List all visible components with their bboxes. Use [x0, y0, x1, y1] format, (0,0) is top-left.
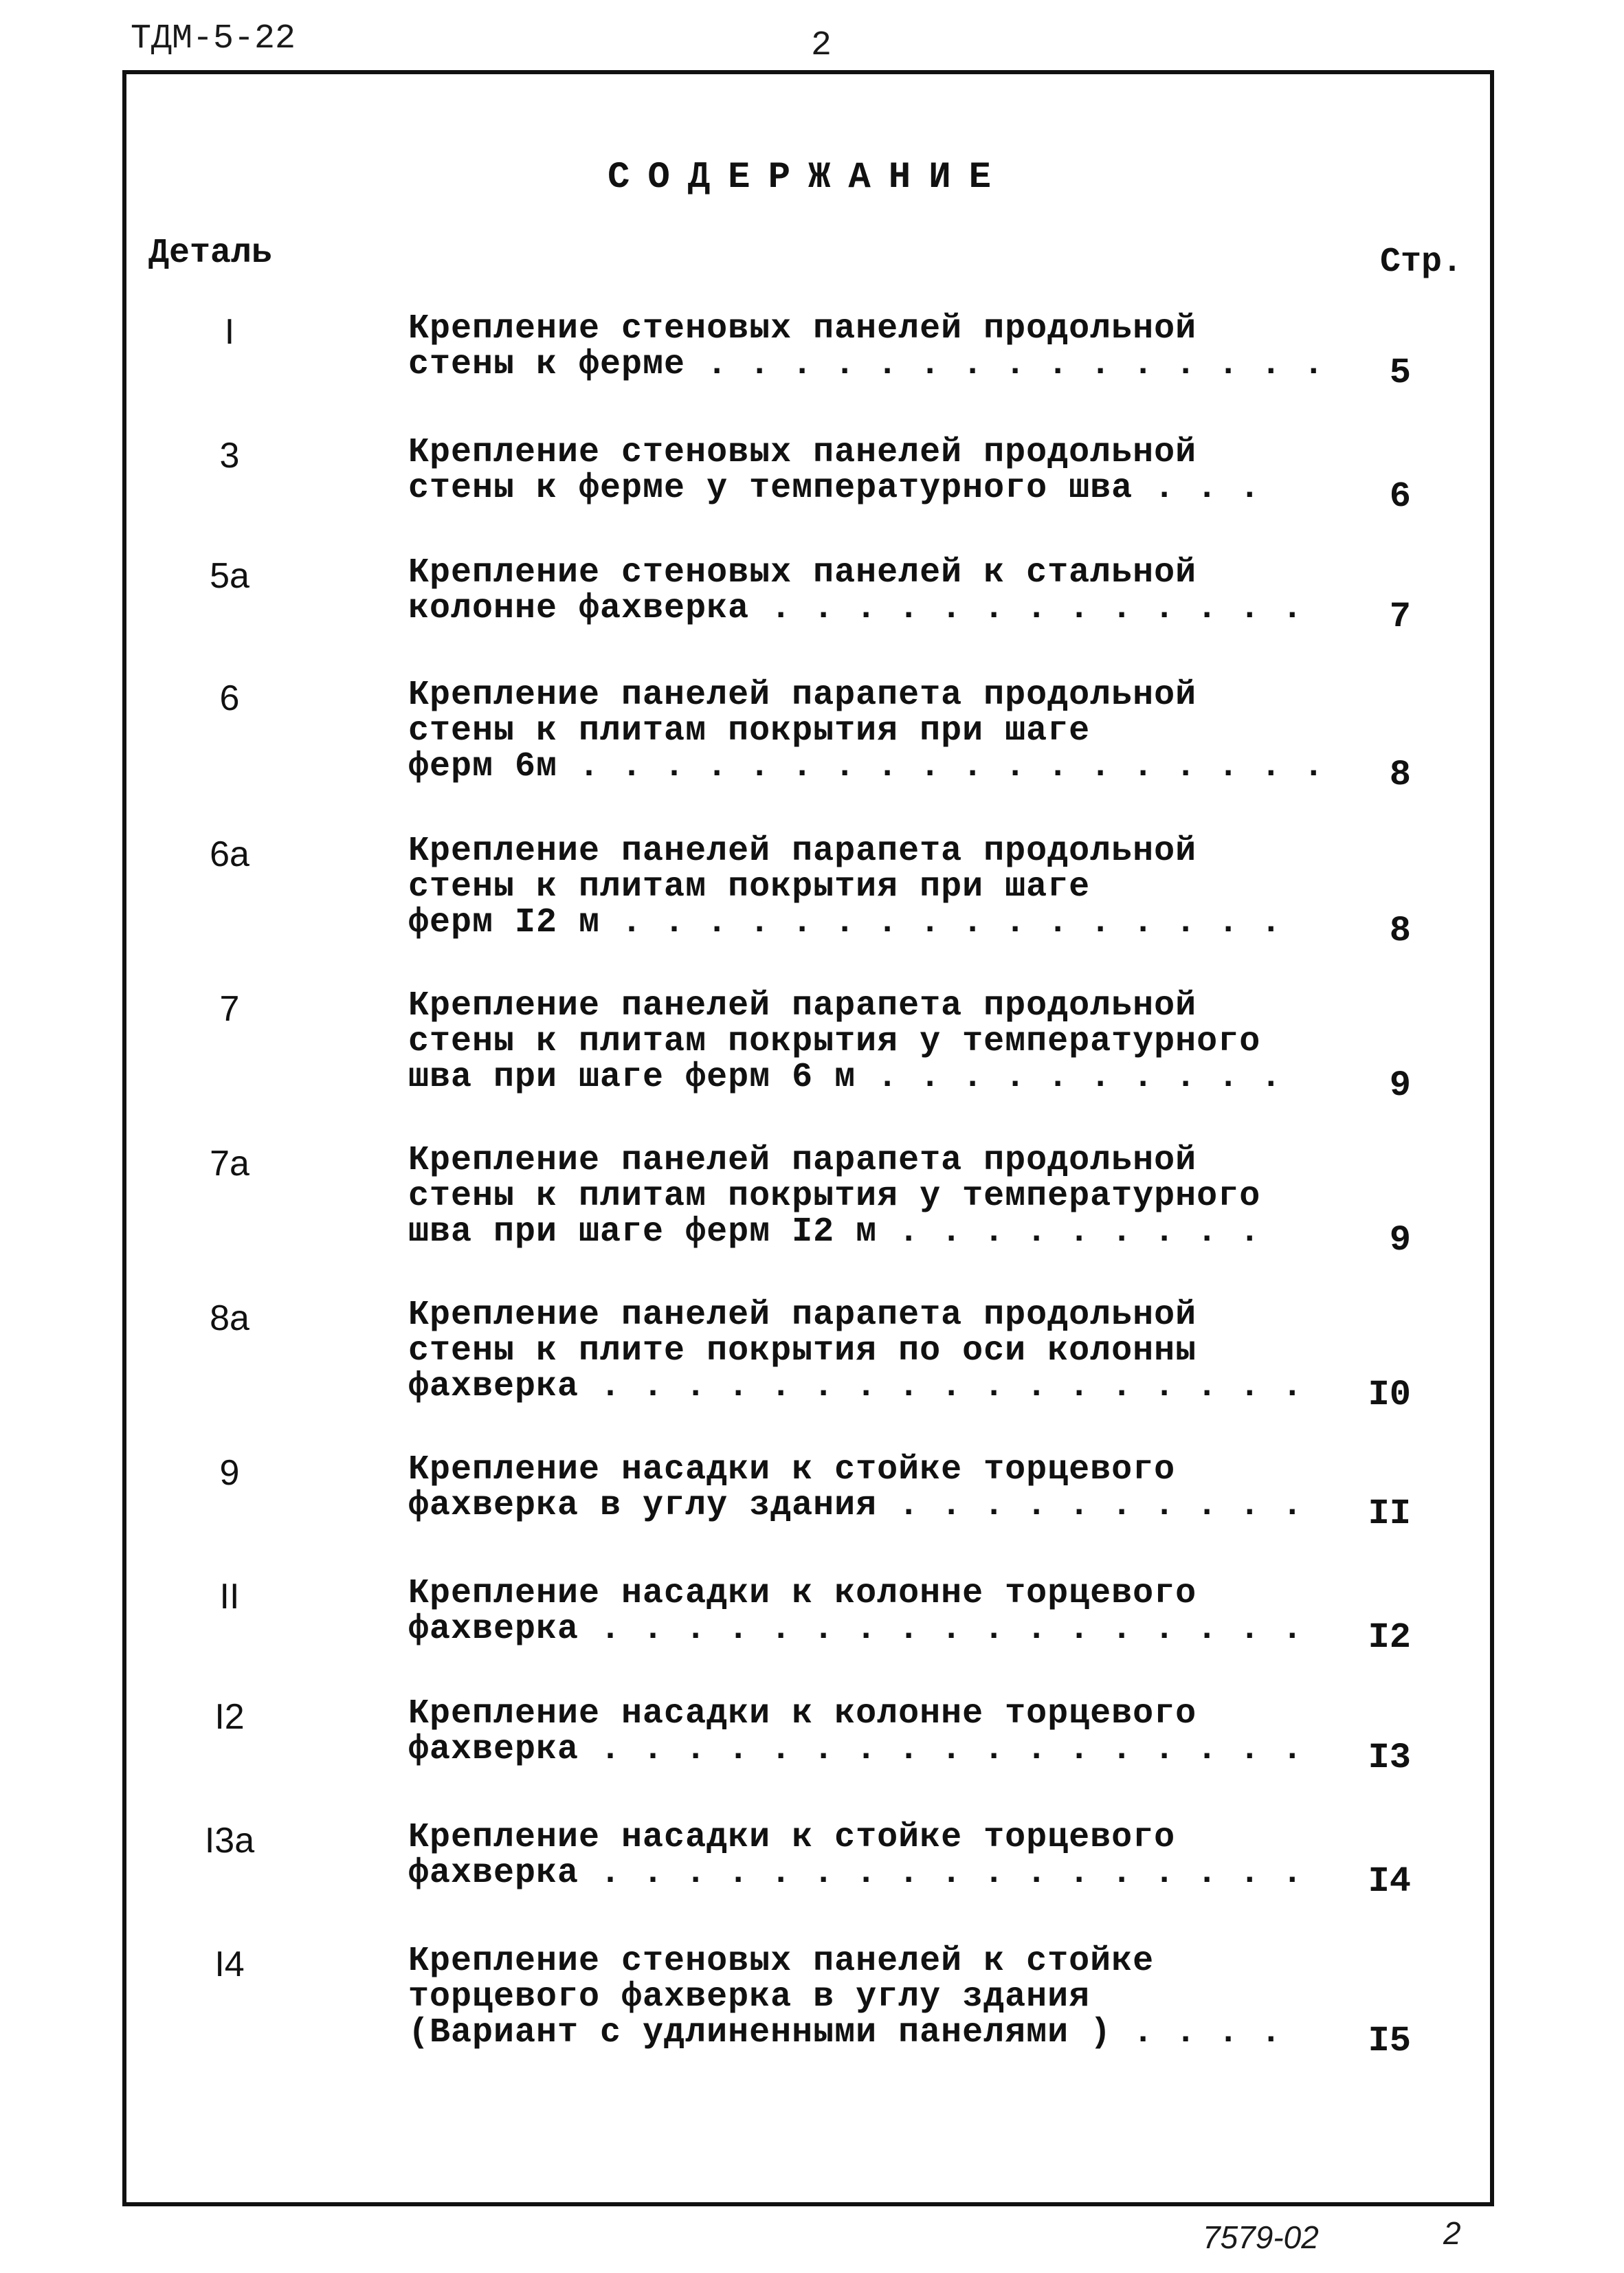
entry-page-number: 6 [1389, 476, 1411, 517]
entry-description [408, 555, 1439, 627]
entry-description [408, 1298, 1439, 1405]
entry-description-line: Крепление насадки к стойке торцевого [408, 1818, 1176, 1857]
entry-description-line: Крепление насадки к колонне торцевого [408, 1574, 1197, 1613]
entry-detail-number: I3а [204, 1821, 255, 1861]
entry-description [408, 988, 1439, 1096]
entry-description-line: Крепление панелей парапета продольной [408, 1141, 1197, 1180]
entry-description [408, 1820, 1439, 1892]
entry-description [408, 435, 1439, 507]
entry-description [408, 1696, 1439, 1768]
entry-detail-number: I2 [214, 1697, 245, 1737]
entry-description-line: Крепление стеновых панелей к стальной [408, 553, 1197, 592]
entry-description-line: Крепление стеновых панелей продольной [408, 433, 1197, 472]
entry-description-line: Крепление насадки к стойке торцевого [408, 1450, 1176, 1489]
entry-description-line: торцевого фахверка в углу здания [408, 1977, 1091, 2017]
entry-description-line: Крепление панелей парапета продольной [408, 1296, 1197, 1335]
entry-description-line: фахверка . . . . . . . . . . . . . . . . . [408, 1730, 1304, 1769]
entry-page-number: I0 [1368, 1375, 1411, 1415]
entry-description-line: фахверка . . . . . . . . . . . . . . . . . [408, 1610, 1304, 1649]
entry-description-line: Крепление панелей парапета продольной [408, 676, 1197, 715]
entry-description [408, 1143, 1439, 1250]
entry-description [408, 1452, 1439, 1524]
entry-description-line: Крепление стеновых панелей к стойке [408, 1942, 1155, 1981]
entry-description-line: стены к ферме у температурного шва . . . [408, 469, 1261, 508]
entry-description-line: Крепление стеновых панелей продольной [408, 309, 1197, 348]
entry-description-line: Крепление насадки к колонне торцевого [408, 1694, 1197, 1733]
entry-detail-number: II [219, 1577, 240, 1617]
column-header-detail: Деталь [148, 234, 273, 273]
entry-page-number: 8 [1389, 755, 1411, 795]
entry-description-line: ферм I2 м . . . . . . . . . . . . . . . . [408, 903, 1282, 942]
entry-description-line: стены к плитам покрытия при шаге [408, 711, 1091, 751]
entry-description-line: стены к плитам покрытия у температурного [408, 1022, 1261, 1061]
entry-detail-number: 6 [219, 678, 240, 718]
entry-page-number: 7 [1389, 597, 1411, 637]
entry-detail-number: 3 [219, 436, 240, 476]
entry-description-line: стены к плите покрытия по оси колонны [408, 1331, 1197, 1371]
entry-page-number: 8 [1389, 911, 1411, 951]
entry-description-line: стены к плитам покрытия у температурного [408, 1177, 1261, 1216]
footer-page-number: 2 [1443, 2215, 1461, 2251]
entry-page-number: 9 [1389, 1065, 1411, 1106]
entry-description-line: Крепление панелей парапета продольной [408, 986, 1197, 1025]
footer-code: 7579-02 [1203, 2219, 1319, 2255]
entry-page-number: I4 [1368, 1861, 1411, 1902]
entry-detail-number: 8а [210, 1298, 249, 1338]
entry-detail-number: 7а [210, 1144, 249, 1184]
entry-page-number: I3 [1368, 1738, 1411, 1778]
entry-page-number: 9 [1389, 1220, 1411, 1261]
entry-description [408, 834, 1439, 941]
entry-description [408, 1944, 1439, 2051]
page-number-top: 2 [811, 26, 832, 65]
entry-description-line: (Вариант с удлиненными панелями ) . . . . [408, 2013, 1282, 2052]
entry-detail-number: 9 [219, 1453, 240, 1493]
entry-description-line: фахверка . . . . . . . . . . . . . . . . . [408, 1367, 1304, 1406]
entry-description-line: шва при шаге ферм 6 м . . . . . . . . . . [408, 1058, 1282, 1097]
document-code: ТДМ-5-22 [131, 19, 296, 58]
entry-page-number: 5 [1389, 353, 1411, 393]
entry-detail-number: 6а [210, 834, 249, 874]
entry-page-number: I5 [1368, 2021, 1411, 2061]
entry-description-line: стены к ферме . . . . . . . . . . . . . . . [408, 345, 1325, 384]
entry-page-number: II [1368, 1494, 1411, 1534]
entry-description-line: Крепление панелей парапета продольной [408, 832, 1197, 871]
entry-description [408, 311, 1439, 383]
entry-description-line: колонне фахверка . . . . . . . . . . . . . [408, 589, 1304, 628]
entry-detail-number: 7 [219, 989, 240, 1029]
entry-description-line: стены к плитам покрытия при шаге [408, 867, 1091, 907]
contents-title: СОДЕРЖАНИЕ [607, 157, 1010, 199]
entry-page-number: I2 [1368, 1617, 1411, 1658]
entry-description-line: шва при шаге ферм I2 м . . . . . . . . . [408, 1212, 1261, 1252]
column-header-page: Стр. [1379, 243, 1462, 282]
entry-detail-number: I [224, 312, 235, 352]
entry-detail-number: I4 [214, 1944, 245, 1984]
entry-description [408, 1576, 1439, 1648]
entry-description-line: фахверка в углу здания . . . . . . . . . . [408, 1486, 1304, 1525]
entry-description [408, 678, 1439, 785]
entry-detail-number: 5а [210, 556, 249, 596]
entry-description-line: ферм 6м . . . . . . . . . . . . . . . . . . [408, 747, 1325, 786]
page-frame [122, 70, 1494, 2206]
entry-description-line: фахверка . . . . . . . . . . . . . . . . . [408, 1854, 1304, 1893]
